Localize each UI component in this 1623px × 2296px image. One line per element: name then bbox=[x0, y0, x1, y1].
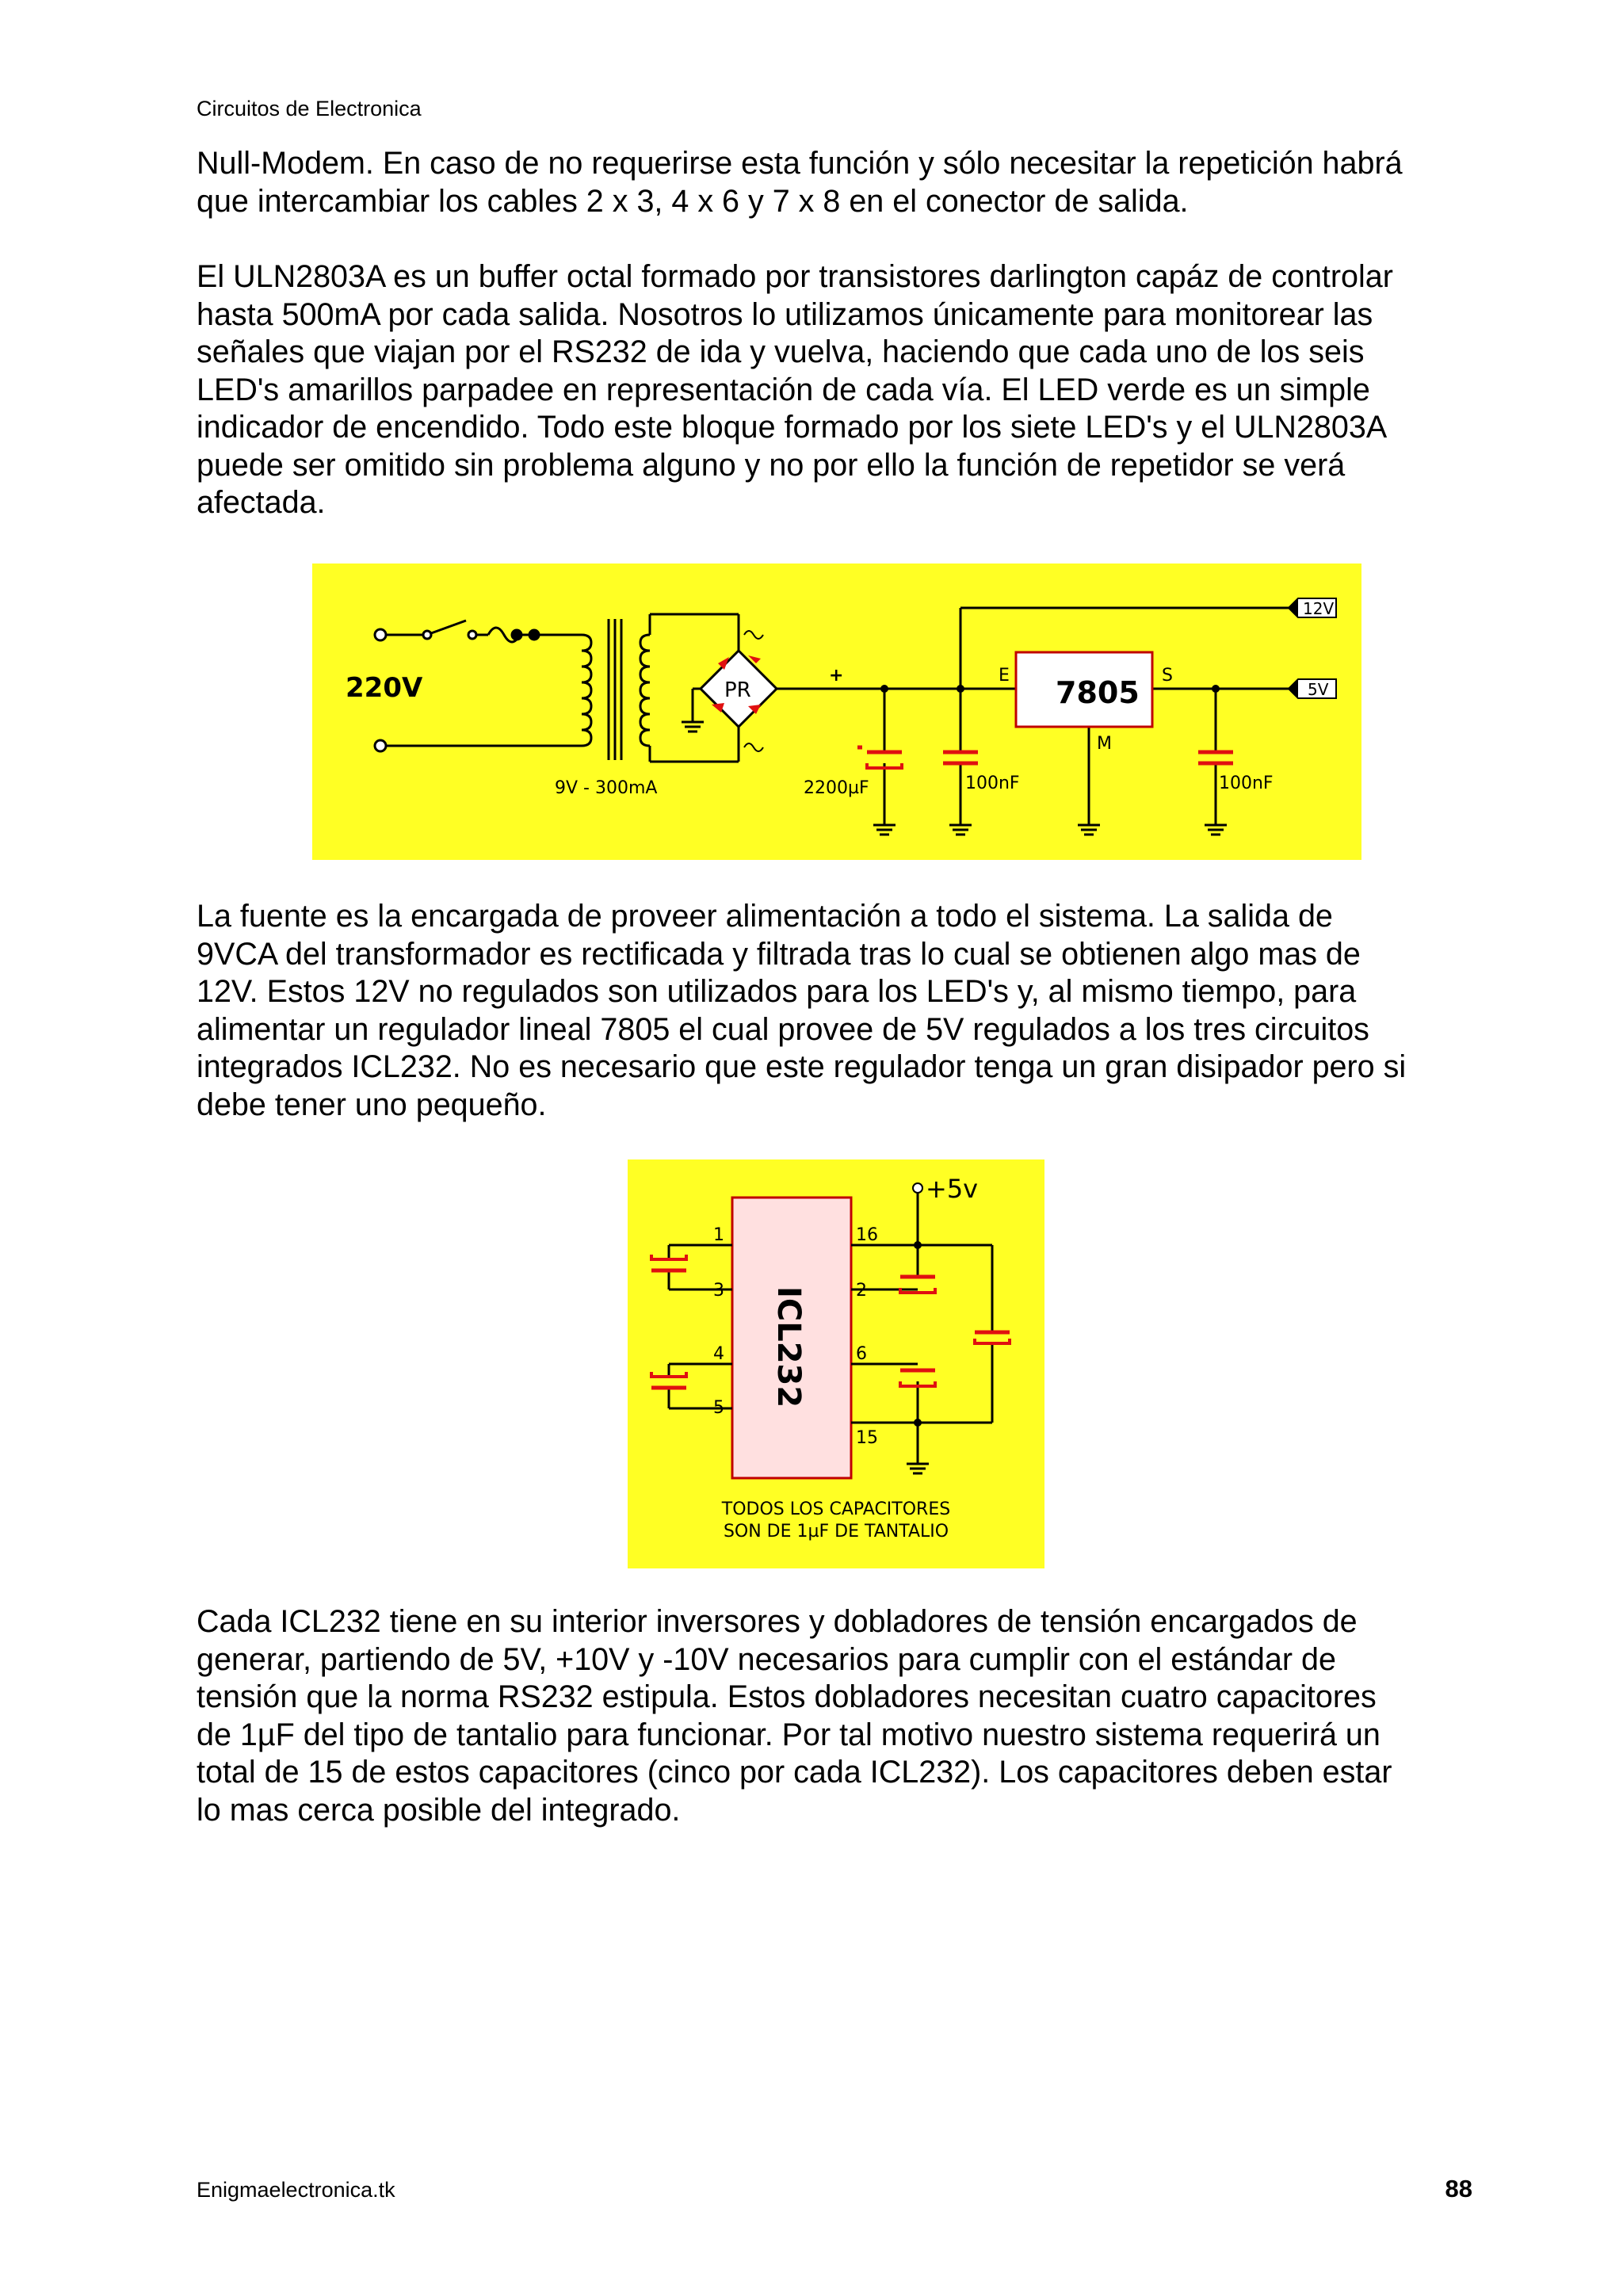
text-line: que intercambiar los cables 2 x 3, 4 x 6 y 7 x 8 en el conector de salida. bbox=[197, 183, 1189, 219]
text-line: LED's amarillos parpadee en representación de cada vía. El LED verde es un simple bbox=[197, 372, 1370, 407]
label-transformer: 9V - 300mA bbox=[555, 778, 658, 798]
paragraph-icl232 bbox=[197, 1603, 1480, 1829]
icl232-diagram bbox=[628, 1159, 1044, 1568]
text-line: integrados ICL232. No es necesario que este regulador tenga un gran disipador pero si bbox=[197, 1049, 1407, 1084]
label-12v: 12V bbox=[1303, 599, 1335, 618]
text-line: de 1µF del tipo de tantalio para funcionar. Por tal motivo nuestro sistema requerirá un bbox=[197, 1717, 1381, 1752]
label-220v: 220V bbox=[346, 672, 423, 704]
running-header: Circuitos de Electronica bbox=[197, 97, 422, 120]
label-pin-s: S bbox=[1162, 666, 1173, 686]
text-line: alimentar un regulador lineal 7805 el cual provee de 5V regulados a los tres circuitos bbox=[197, 1011, 1369, 1047]
text-line: hasta 500mA por cada salida. Nosotros lo utilizamos únicamente para monitorear las bbox=[197, 296, 1373, 332]
text-line: Null-Modem. En caso de no requerirse esta función y sólo necesitar la repetición habrá bbox=[197, 146, 1403, 181]
text-line: Cada ICL232 tiene en su interior inversores y dobladores de tensión encargados de bbox=[197, 1604, 1358, 1639]
primary-coil bbox=[582, 635, 591, 746]
note-line-1: TODOS LOS CAPACITORES bbox=[721, 1499, 951, 1519]
pin-label-16: 16 bbox=[856, 1225, 878, 1245]
footer-site: Enigmaelectronica.tk bbox=[197, 2178, 395, 2202]
label-100nf-b: 100nF bbox=[1219, 774, 1274, 793]
pin-label-6: 6 bbox=[856, 1344, 867, 1364]
pin-label-2: 2 bbox=[856, 1281, 867, 1301]
pin-label-3: 3 bbox=[713, 1281, 724, 1301]
text-line: lo mas cerca posible del integrado. bbox=[197, 1792, 681, 1828]
label-icl232: ICL232 bbox=[770, 1286, 807, 1408]
paragraph-null-modem bbox=[197, 145, 1480, 220]
text-line: La fuente es la encargada de proveer alimentación a todo el sistema. La salida de bbox=[197, 899, 1333, 934]
note-line-2: SON DE 1µF DE TANTALIO bbox=[723, 1522, 949, 1541]
label-pin-m: M bbox=[1097, 734, 1112, 754]
switch bbox=[431, 621, 466, 633]
label-plus5v: +5v bbox=[926, 1174, 979, 1204]
text-line: debe tener uno pequeño. bbox=[197, 1087, 547, 1122]
text-line: puede ser omitido sin problema alguno y no por ello la función de repetidor se verá bbox=[197, 447, 1346, 483]
pin-label-5: 5 bbox=[713, 1398, 724, 1418]
text-line: afectada. bbox=[197, 485, 326, 520]
label-plus: + bbox=[829, 666, 844, 686]
power-supply-schematic bbox=[312, 563, 1361, 860]
label-5v: 5V bbox=[1308, 680, 1329, 699]
label-2200uf: 2200µF bbox=[804, 778, 869, 798]
label-pin-e: E bbox=[999, 666, 1010, 686]
input-terminal-top bbox=[375, 629, 386, 640]
text-line: tensión que la norma RS232 estipula. Estos dobladores necesitan cuatro capacitores bbox=[197, 1679, 1377, 1714]
text-line: 9VCA del transformador es rectificada y filtrada tras lo cual se obtienen algo mas de bbox=[197, 936, 1361, 972]
icl232-schematic bbox=[628, 1159, 1044, 1568]
input-terminal-bottom bbox=[375, 740, 386, 751]
secondary-coil bbox=[640, 635, 650, 746]
text-line: 12V. Estos 12V no regulados son utilizados para los LED's y, al mismo tiempo, para bbox=[197, 974, 1357, 1009]
text-line: generar, partiendo de 5V, +10V y -10V necesarios para cumplir con el estándar de bbox=[197, 1641, 1336, 1677]
label-100nf-a: 100nF bbox=[965, 774, 1020, 793]
paragraph-uln2803a bbox=[197, 258, 1480, 522]
label-7805: 7805 bbox=[1056, 675, 1140, 710]
page-number: 88 bbox=[1445, 2175, 1472, 2202]
text-line: total de 15 de estos capacitores (cinco por cada ICL232). Los capacitores deben estar bbox=[197, 1755, 1392, 1790]
power-supply-diagram bbox=[312, 563, 1361, 860]
paragraph-power-supply bbox=[197, 898, 1480, 1124]
label-bridge: PR bbox=[724, 678, 751, 702]
text-line: El ULN2803A es un buffer octal formado por transistores darlington capáz de controlar bbox=[197, 259, 1393, 294]
pin-label-1: 1 bbox=[713, 1225, 724, 1245]
text-line: señales que viajan por el RS232 de ida y vuelva, haciendo que cada uno de los seis bbox=[197, 334, 1365, 369]
text-line: indicador de encendido. Todo este bloque formado por los siete LED's y el ULN2803A bbox=[197, 410, 1388, 445]
pin-label-4: 4 bbox=[713, 1344, 724, 1364]
pin-label-15: 15 bbox=[856, 1428, 878, 1448]
